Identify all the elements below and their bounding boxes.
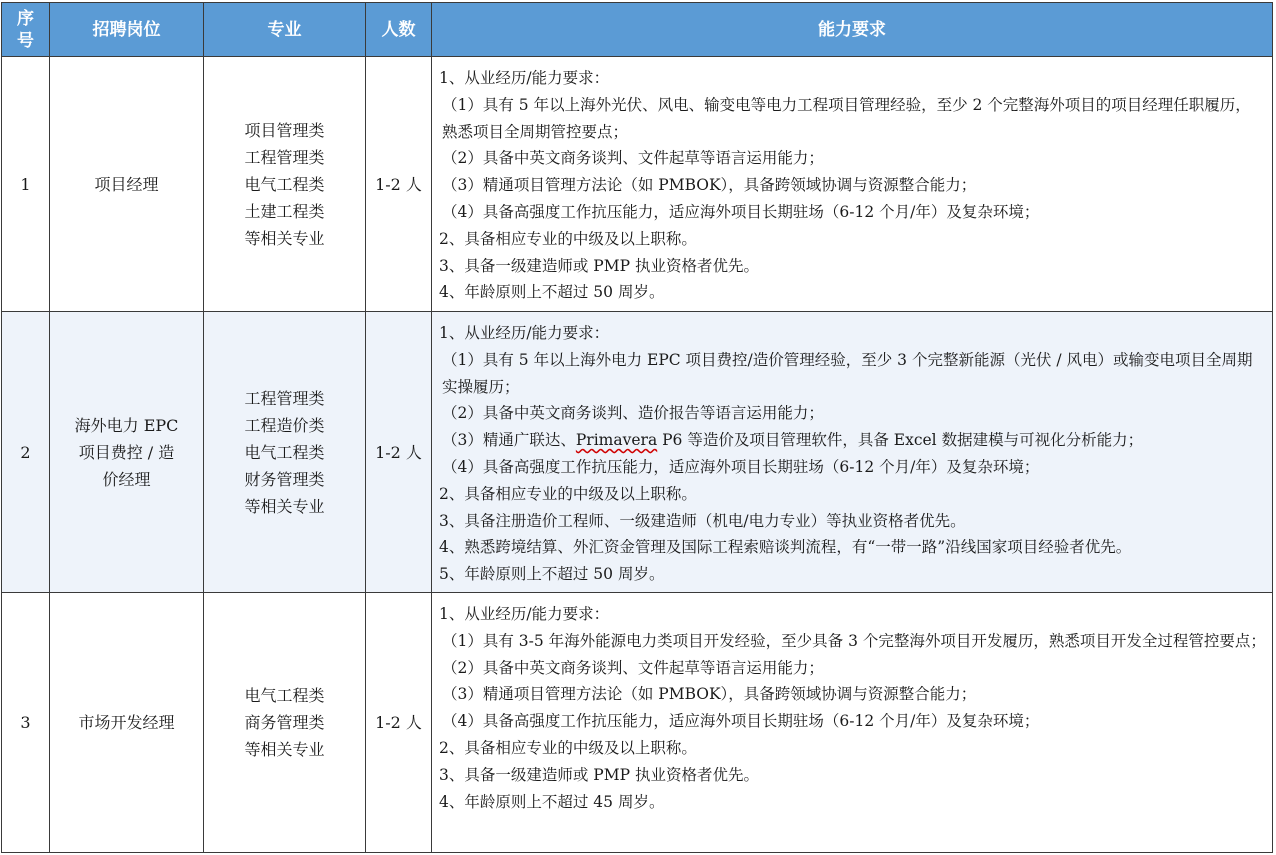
header-position: 招聘岗位: [50, 3, 204, 57]
requirement-line: 2、具备相应专业的中级及以上职称。: [439, 229, 697, 248]
requirement-line: 4、年龄原则上不超过 45 周岁。: [439, 792, 665, 811]
requirement-line: 4、年龄原则上不超过 50 周岁。: [439, 283, 665, 302]
header-index: 序 号: [2, 3, 50, 57]
row-position: 项目经理: [50, 57, 204, 312]
row-count: 1-2 人: [366, 312, 432, 593]
requirement-line: （1）具有 5 年以上海外光伏、风电、输变电等电力工程项目管理经验，至少 2 个完整海外项目的项目经理任职履历，熟悉项目全周期管控要点；: [442, 95, 1251, 141]
row-count: 1-2 人: [366, 57, 432, 312]
requirement-line: 3、具备一级建造师或 PMP 执业资格者优先。: [439, 765, 759, 784]
requirement-line: （4）具备高强度工作抗压能力，适应海外项目长期驻场（6-12 个月/年）及复杂环境；: [442, 712, 1040, 731]
requirement-line: 5、年龄原则上不超过 50 周岁。: [439, 565, 665, 584]
requirement-line: 3、具备注册造价工程师、一级建造师（机电/电力专业）等执业资格者优先。: [439, 511, 966, 530]
row-requirements: [432, 593, 1273, 853]
table-row: [2, 593, 1273, 853]
requirement-line: （4）具备高强度工作抗压能力，适应海外项目长期驻场（6-12 个月/年）及复杂环境；: [442, 457, 1040, 476]
row-requirements: [432, 57, 1273, 312]
requirement-line: （2）具备中英文商务谈判、造价报告等语言运用能力；: [442, 404, 824, 423]
row-count: 1-2 人: [366, 593, 432, 853]
requirement-line: （2）具备中英文商务谈判、文件起草等语言运用能力；: [442, 658, 824, 677]
requirement-line: 1、从业经历/能力要求：: [439, 605, 610, 623]
requirement-line: 4、熟悉跨境结算、外汇资金管理及国际工程索赔谈判流程，有“一带一路”沿线国家项目经验者优先。: [439, 538, 1132, 557]
requirement-line: （3）精通项目管理方法论（如 PMBOK），具备跨领域协调与资源整合能力；: [442, 176, 977, 195]
table-row: [2, 312, 1273, 593]
row-index: 2: [2, 312, 50, 593]
requirement-line: （2）具备中英文商务谈判、文件起草等语言运用能力；: [442, 149, 824, 168]
requirement-line: 2、具备相应专业的中级及以上职称。: [439, 484, 697, 503]
spellcheck-underline: Primavera: [575, 431, 658, 450]
requirement-line: （1）具有 3-5 年海外能源电力类项目开发经验，至少具备 3 个完整海外项目开发履历，熟悉项目开发全过程管控要点；: [442, 631, 1266, 650]
row-position: 市场开发经理: [50, 593, 204, 853]
row-majors: 工程管理类 工程造价类 电气工程类 财务管理类 等相关专业: [204, 312, 366, 593]
row-majors: 电气工程类 商务管理类 等相关专业: [204, 593, 366, 853]
table-row: [2, 57, 1273, 312]
requirement-line: 1、从业经历/能力要求：: [439, 69, 610, 87]
header-count: 人数: [366, 3, 432, 57]
requirement-line: （3）精通广联达、Primavera P6 等造价及项目管理软件，具备 Excel 数据建模与可视化分析能力；: [442, 431, 1144, 450]
row-index: 3: [2, 593, 50, 853]
header-requirements: 能力要求: [432, 3, 1273, 57]
requirement-line: （3）精通项目管理方法论（如 PMBOK），具备跨领域协调与资源整合能力；: [442, 685, 977, 704]
requirement-line: 1、从业经历/能力要求：: [439, 324, 610, 342]
recruitment-table: [1, 2, 1273, 853]
row-majors: 项目管理类 工程管理类 电气工程类 土建工程类 等相关专业: [204, 57, 366, 312]
requirement-line: （1）具有 5 年以上海外电力 EPC 项目费控/造价管理经验，至少 3 个完整新能源（光伏 / 风电）或输变电项目全周期实操履历；: [442, 350, 1253, 396]
requirement-line: 3、具备一级建造师或 PMP 执业资格者优先。: [439, 256, 759, 275]
table-header-row: [2, 3, 1273, 57]
row-index: 1: [2, 57, 50, 312]
header-major: 专业: [204, 3, 366, 57]
row-position: 海外电力 EPC 项目费控 / 造 价经理: [50, 312, 204, 593]
row-requirements: [432, 312, 1273, 593]
requirement-line: 2、具备相应专业的中级及以上职称。: [439, 738, 697, 757]
requirement-line: （4）具备高强度工作抗压能力，适应海外项目长期驻场（6-12 个月/年）及复杂环境；: [442, 202, 1040, 221]
